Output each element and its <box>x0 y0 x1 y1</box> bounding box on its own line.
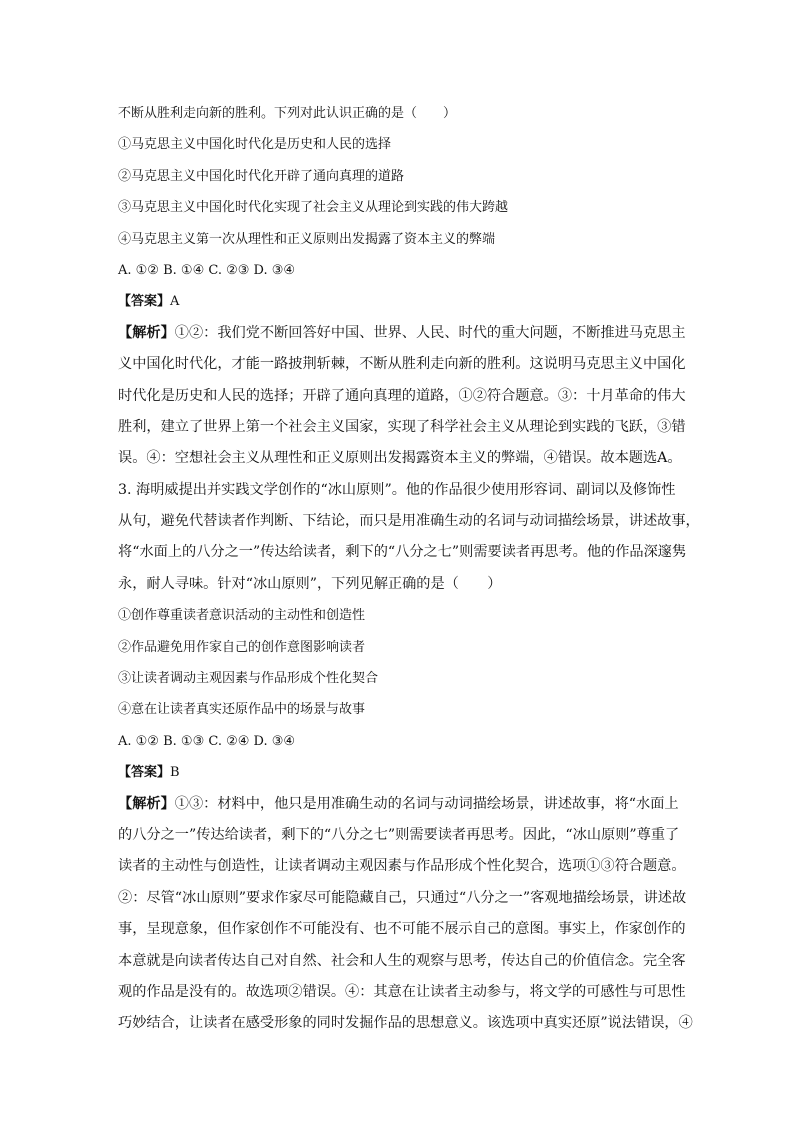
analysis-label: 【解析】 <box>118 795 175 812</box>
q2-answer <box>118 286 688 317</box>
document-page <box>118 98 700 1040</box>
q2-choices: A. ①② B. ①④ C. ②③ D. ③④ <box>118 262 296 278</box>
q3-stem-line: 将“水面上的八分之一”传达给读者，剩下的“八分之七”则需要读者再思考。他的作品深邃隽 <box>118 544 687 561</box>
analysis-line: 义中国化时代化，才能一路披荆斩棘，不断从胜利走向新的胜利。这说明马克思主义中国化 <box>118 356 686 373</box>
q2-option-3: ③马克思主义中国化时代化实现了社会主义从理论到实践的伟大跨越 <box>118 200 509 216</box>
analysis-line: 读者的主动性与创造性，让读者调动主观因素与作品形成个性化契合，选项①③符合题意。 <box>118 858 686 875</box>
q2-option-2: ②马克思主义中国化时代化开辟了通向真理的道路 <box>118 168 405 184</box>
q3-stem-line: 3. 海明威提出并实践文学创作的“冰山原则”。他的作品很少使用形容词、副词以及修饰性 <box>118 481 676 498</box>
answer-value: B <box>170 765 180 781</box>
q3-choices: A. ①② B. ①③ C. ②④ D. ③④ <box>118 733 296 749</box>
answer-label: 【答案】 <box>118 765 171 781</box>
analysis-label: 【解析】 <box>118 324 175 341</box>
analysis-line: 事，呈现意象，但作家创作不可能没有、也不可能不展示自己的意图。事实上，作家创作的 <box>118 921 686 938</box>
analysis-line: 观的作品是没有的。故选项②错误。④：其意在让读者主动参与，将文学的可感性与可思性 <box>118 983 686 1000</box>
analysis-line: 时代化是历史和人民的选择；开辟了通向真理的道路，①②符合题意。③：十月革命的伟大 <box>118 387 686 404</box>
analysis-line: 胜利，建立了世界上第一个社会主义国家，实现了科学社会主义从理论到实践的飞跃，③错 <box>118 418 686 435</box>
analysis-line: ②：尽管“冰山原则”要求作家尽可能隐藏自己，只通过“八分之一”客观地描绘场景，讲述故 <box>118 889 687 906</box>
q2-analysis <box>118 318 688 475</box>
q3-option-2: ②作品避免用作家自己的创作意图影响读者 <box>118 639 366 655</box>
q3-option-3: ③让读者调动主观因素与作品形成个性化契合 <box>118 671 379 687</box>
analysis-line: ①③：材料中，他只是用准确生动的名词与动词描绘场景，讲述故事，将“水面上 <box>174 795 679 812</box>
analysis-line: 误。④：空想社会主义从理性和正义原则出发揭露资本主义的弊端，④错误。故本题选A。 <box>118 450 682 467</box>
analysis-line: ①②：我们党不断回答好中国、世界、人民、时代的重大问题，不断推进马克思主 <box>174 324 686 341</box>
answer-label: 【答案】 <box>118 294 171 310</box>
q3-answer <box>118 757 688 788</box>
q2-option-1: ①马克思主义中国化时代化是历史和人民的选择 <box>118 137 392 153</box>
q3-analysis <box>118 789 693 1040</box>
q3-option-1: ①创作尊重读者意识活动的主动性和创造性 <box>118 608 366 624</box>
answer-value: A <box>170 294 180 310</box>
analysis-line: 本意就是向读者传达自己对自然、社会和人生的观察与思考，传达自己的价值信念。完全客 <box>118 952 686 969</box>
analysis-line: 的八分之一”传达给读者，剩下的“八分之七”则需要读者再思考。因此，“冰山原则”尊重了 <box>118 826 680 843</box>
q3-stem-line: 永，耐人寻味。针对“冰山原则”，下列见解正确的是（ ） <box>118 575 502 592</box>
analysis-line: 巧妙结合，让读者在感受形象的同时发掘作品的思想意义。该选项中真实还原”说法错误，④ <box>118 1015 693 1032</box>
q2-stem-tail: 不断从胜利走向新的胜利。下列对此认识正确的是（ ） <box>118 106 457 121</box>
q3-option-4: ④意在让读者真实还原作品中的场景与故事 <box>118 702 366 718</box>
q3-stem-line: 从句，避免代替读者作判断、下结论，而只是用准确生动的名词与动词描绘场景，讲述故事， <box>118 513 700 530</box>
q2-option-4: ④马克思主义第一次从理性和正义原则出发揭露了资本主义的弊端 <box>118 231 496 247</box>
